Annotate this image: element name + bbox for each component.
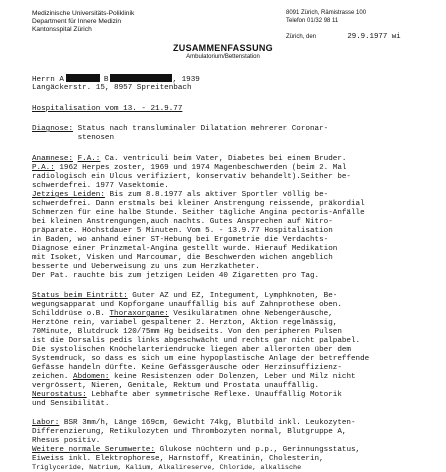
status-line: Die systolischen Knöchelarteriendrucke liegen aber allerorten über dem	[32, 346, 351, 354]
current-illness-label: Jetziges Leiden:	[32, 191, 105, 199]
phone-line: Telefon 01/32 98 11	[286, 17, 339, 24]
status-text: zeichen.	[32, 373, 74, 381]
anamnesis-line: schwerdefrei. Dann erstmals bei kleiner Anstrengung reissende, präkordial	[32, 200, 365, 208]
date-prefix: Zürich, den	[286, 34, 317, 40]
anamnesis-line	[32, 155, 346, 163]
status-line: ist die Dorsalis pedis links abgeschwächt und rechts gar nicht palpabel.	[32, 337, 361, 345]
date-line	[286, 33, 401, 41]
status-text: Guter AZ und EZ, Integument, Lymphknoten, Be-	[127, 292, 338, 300]
diagnosis-line	[32, 125, 328, 133]
anamnesis-line: präparate. Höchstdauer 5 Minuten. Vom 5. - 13.9.77 Hospitalisation	[32, 227, 333, 235]
status-line: Systemdruck, so dass es sich um eine hypoplastische Anlage der betreffende	[32, 355, 370, 363]
anamnesis-line: Diagnose einer Prinzmetal-Angina gestellt wurde. Hierauf Medikation	[32, 245, 338, 253]
anamnesis-line	[32, 191, 328, 199]
patient-name-line	[32, 74, 200, 84]
neuro-label: Neurostatus:	[32, 391, 87, 399]
anamnesis-text: Bis zum 8.8.1977 als aktiver Sportler völlig be-	[104, 191, 329, 199]
patient-name-part: B	[103, 76, 109, 84]
anamnesis-line: in Baden, wo anhand einer ST-Hebung bei Ergometrie die Verdachts-	[32, 236, 329, 244]
status-line	[32, 292, 337, 300]
patient-birthyear: , 1939	[172, 76, 200, 84]
pa-label: P.A.:	[32, 164, 55, 172]
anamnesis-line: Der Pat. rauchte bis zum jetzigen Leiden 40 Zigaretten pro Tag.	[32, 272, 320, 280]
document-title: ZUSAMMENFASSUNG	[172, 43, 273, 53]
lab-text: Glukose nüchtern und p.p., Gerinnungsstatus,	[155, 446, 361, 454]
document-subtitle: Ambulatorium/Bettenstation	[186, 54, 260, 60]
fa-label: F.A.:	[77, 155, 101, 163]
status-line: und Sensibilität.	[32, 400, 110, 408]
patient-name-part: Herrn A	[32, 76, 64, 84]
anamnesis-line	[32, 164, 346, 172]
status-text: Vesikuläratmen ohne Nebengeräusche,	[168, 310, 333, 318]
status-label: Status beim Eintritt:	[32, 292, 128, 300]
lab-text: BSR 3mm/h, Länge 169cm, Gewicht 74kg, Blutbild inkl. Leukozyten-	[59, 419, 356, 427]
status-text: keine Resistenzen oder Dolenzen, Leber und Milz nicht	[109, 373, 356, 381]
letterhead-line: Medizinische Universitäts-Poliklinik	[32, 10, 135, 17]
letterhead-address	[286, 10, 366, 25]
letterhead-institution	[32, 10, 134, 35]
anamnesis-line: besserte und Ueberweisung zu uns zum Herzkatheter.	[32, 263, 260, 271]
anamnesis-text: 1962 Herpes zoster, 1969 und 1974 Magenbeschwerden (beim 2. Mal	[54, 164, 347, 172]
status-line: vergrössert, Nieren, Genitale, Rektum und Prostata unauffällig.	[32, 382, 320, 390]
lab-line	[32, 419, 356, 427]
patient-address: Langäckerstr. 15, 8957 Spreitenbach	[32, 84, 192, 92]
thorax-label: Thoraxorgane:	[109, 310, 169, 318]
diagnosis-line: stenosen	[32, 134, 115, 142]
redaction-bar	[110, 74, 172, 82]
lab-line	[32, 446, 360, 454]
hospitalisation-heading: Hospitalisation vom 13. - 21.9.77	[32, 105, 183, 113]
status-line	[32, 310, 333, 318]
lab-line: Triglyceride, Natrium, Kalium, Alkalireserve, Chloride, alkalische	[32, 464, 302, 472]
status-line: Gefässe handeln dürfte. Keine Gefässgeräusche oder Herzinsuffizienz-	[32, 364, 342, 372]
anamnesis-label: Anamnese:	[32, 155, 74, 163]
status-line: 70Minute, Blutdruck 120/75mm Hg beidseits. Von den peripheren Pulsen	[32, 328, 342, 336]
abdomen-label: Abdomen:	[73, 373, 110, 381]
anamnesis-line: bei kleinen Anstrengungen,auch nachts. Gutes Ansprechen auf Nitro-	[32, 218, 333, 226]
lab-label: Labor:	[32, 419, 60, 427]
lab-line: Differenzierung, Retikulozyten und Thrombozyten normal, Blutgruppe A,	[32, 428, 347, 436]
serum-label: Weitere normale Serumwerte:	[32, 446, 156, 454]
status-text: Schilddrüse o.B.	[32, 310, 110, 318]
anamnesis-line: radiologisch ein Ulcus verifiziert, konservativ behandelt).Seither be-	[32, 173, 351, 181]
lab-line: Eiweiss inkl. Elektrophorese, Harnstoff, Kreatinin, Cholesterin,	[32, 455, 324, 463]
status-line	[32, 373, 356, 381]
diagnosis-label: Diagnose:	[32, 125, 74, 133]
redaction-bar	[66, 74, 100, 82]
anamnesis-line: Schmerzen für eine halbe Stunde. Seither tägliche Angina pectoris-Anfälle	[32, 209, 365, 217]
anamnesis-line: schwerdefrei. 1977 Vasektomie.	[32, 182, 169, 190]
anamnesis-text: Ca. ventriculi beim Vater, Diabetes bei einem Bruder.	[100, 155, 347, 163]
address-line: 8091 Zürich, Rämistrasse 100	[286, 10, 367, 16]
status-line	[32, 391, 342, 399]
lab-line: Rhesus positiv.	[32, 437, 101, 445]
status-line: Herztöne rein, variabel gespaltener 2. Herzton, Aktion regelmässig,	[32, 319, 338, 327]
diagnosis-text: Status nach transluminaler Dilatation mehrerer Coronar-	[73, 125, 329, 133]
anamnesis-line: mit Isoket, Visken und Marcoumar, die Beschwerden wichen angeblich	[32, 254, 333, 262]
status-text: Lebhafte aber symmetrische Reflexe. Unauffällig Motorik	[86, 391, 342, 399]
date-value: 29.9.1977 wi	[347, 33, 401, 41]
letterhead-line: Kantonsspital Zürich	[32, 26, 92, 34]
letterhead-line: Department für Innere Medizin	[32, 18, 122, 26]
status-line: wegungsapparat und Kopforgane unauffällig bis auf Zahnprothese oben.	[32, 301, 342, 309]
